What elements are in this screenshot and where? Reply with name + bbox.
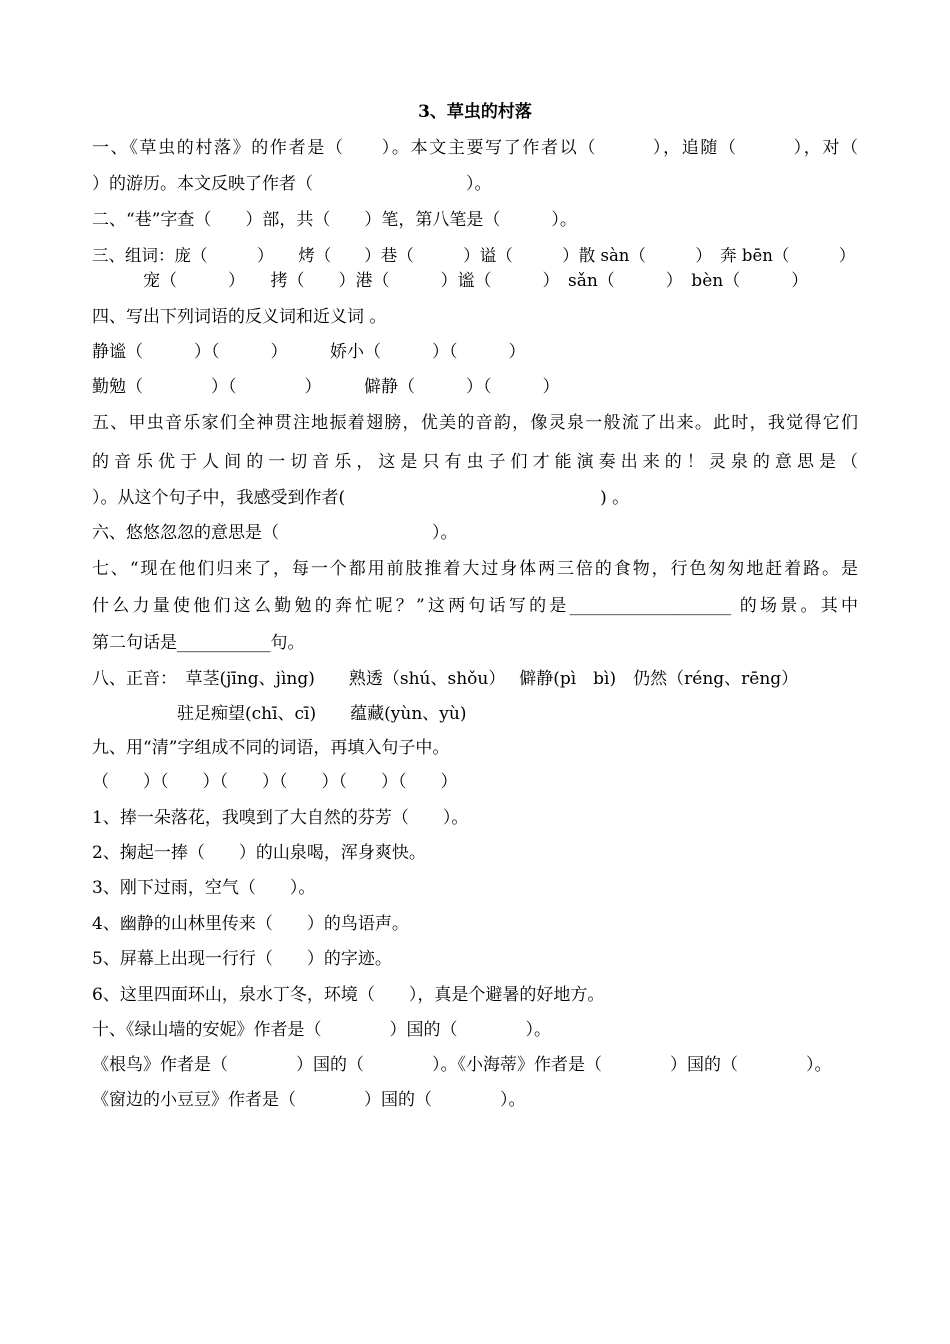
- question-4-line-2: 勤勉（ ）（ ） 僻静（ ）（ ）: [92, 377, 560, 397]
- question-9-item-6: 6、这里四面环山，泉水丁冬，环境（ ），真是个避暑的好地方。: [92, 985, 605, 1005]
- question-8-line-2: 驻足痴望(chī、cī) 蕴藏(yùn、yù): [92, 704, 467, 724]
- question-7-line-3: 第二句话是___________句。: [92, 633, 305, 653]
- question-3-line-1: 三、组词：庞（ ） 烤（ ）巷（ ）谥（ ）散 sàn（ ） 奔 bēn（ ）: [92, 246, 856, 265]
- question-9-item-3: 3、刚下过雨，空气（ ）。: [92, 878, 316, 898]
- question-4-heading: 四、写出下列词语的反义词和近义词 。: [92, 307, 387, 327]
- question-6: 六、悠悠忽忽的意思是（ ）。: [92, 523, 458, 543]
- question-1-line-1: 一、《草虫的村落》的作者是（ ）。本文主要写了作者以（ ），追随（ ），对（: [92, 138, 858, 158]
- question-1-line-2: ）的游历。本文反映了作者（ ）。: [92, 174, 492, 194]
- question-10-line-3: 《窗边的小豆豆》作者是（ ）国的（ ）。: [92, 1090, 526, 1110]
- question-9-heading: 九、用“清”字组成不同的词语，再填入句子中。: [92, 738, 450, 758]
- question-8-line-1: 八、正音： 草茎(jīng、jìng) 熟透（shú、shǒu） 僻静(pì bì) 仍然（réng、rēng）: [92, 669, 799, 689]
- question-9-blanks: （ ）（ ）（ ）（ ）（ ）（ ）: [92, 772, 458, 792]
- question-9-item-4: 4、幽静的山林里传来（ ）的鸟语声。: [92, 914, 409, 934]
- question-5-line-2: 的音乐优于人间的一切音乐，这是只有虫子们才能演奏出来的！灵泉的意思是（: [92, 452, 858, 472]
- question-2: 二、“巷”字查（ ）部，共（ ）笔，第八笔是（ ）。: [92, 210, 577, 230]
- question-5-line-1: 五、甲虫音乐家们全神贯注地振着翅膀，优美的音韵，像灵泉一般流了出来。此时，我觉得它们: [92, 413, 858, 433]
- question-9-item-2: 2、掬起一捧（ ）的山泉喝，浑身爽快。: [92, 843, 426, 863]
- question-7-line-1: 七、“现在他们归来了，每一个都用前肢推着大过身体两三倍的食物，行色匆匆地赶着路。是: [92, 559, 858, 579]
- question-10-line-2: 《根鸟》作者是（ ）国的（ ）。《小海蒂》作者是（ ）国的（ ）。: [92, 1055, 832, 1075]
- question-3-line-2: 宠（ ） 拷（ ）港（ ）谧（ ） sǎn（ ） bèn（ ）: [92, 271, 809, 291]
- question-10-line-1: 十、《绿山墙的安妮》作者是（ ）国的（ ）。: [92, 1020, 551, 1040]
- question-5-line-3: ）。从这个句子中，我感受到作者( ) 。: [92, 488, 630, 508]
- question-7-line-2: 什么力量使他们这么勤勉的奔忙呢？”这两句话写的是___________________ 的场景。其中: [92, 596, 858, 616]
- question-9-item-5: 5、屏幕上出现一行行（ ）的字迹。: [92, 949, 392, 969]
- document-title: 3、草虫的村落: [418, 102, 532, 122]
- question-4-line-1: 静谧（ ）（ ） 娇小（ ）（ ）: [92, 342, 526, 362]
- question-9-item-1: 1、捧一朵落花，我嗅到了大自然的芬芳（ ）。: [92, 808, 469, 828]
